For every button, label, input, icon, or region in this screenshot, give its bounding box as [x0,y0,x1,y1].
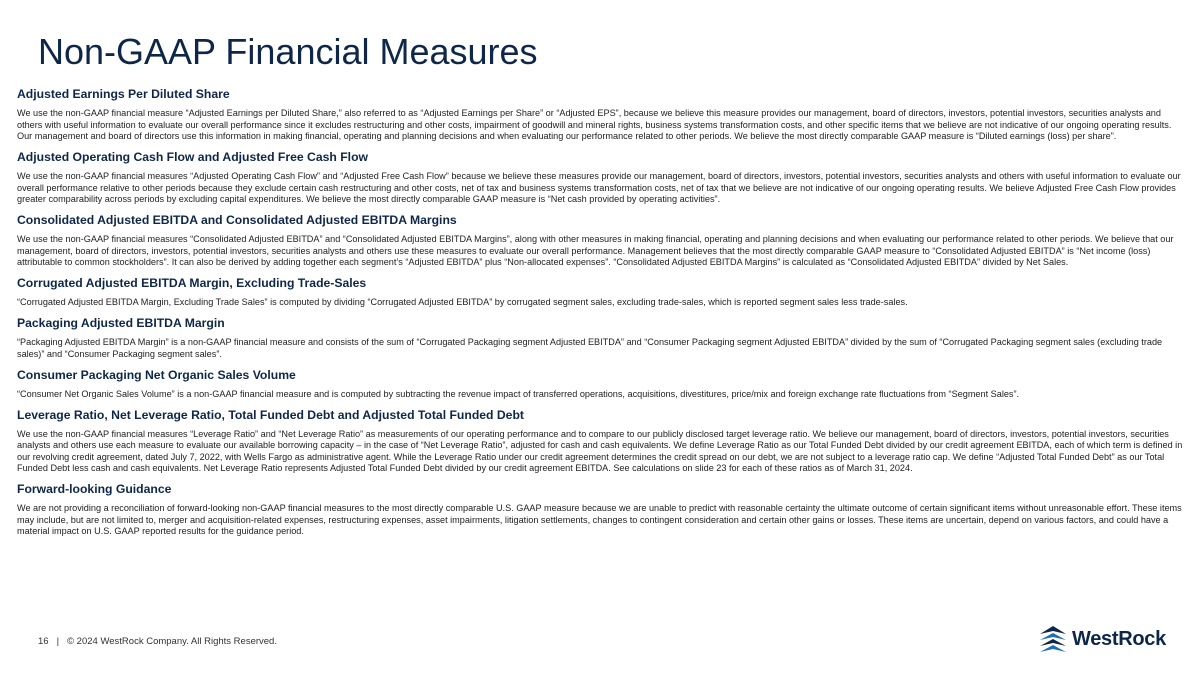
page-title: Non-GAAP Financial Measures [38,31,538,72]
section-body: “Packaging Adjusted EBITDA Margin” is a non-GAAP financial measure and consists of the sum of “Corrugated Packaging segment Adjusted EBITDA” and “Consumer Packaging segment Adjusted EBITDA” divided by the sum of “Corrugated Packaging segment sales (excluding trade sales)” and “Consumer Packaging segment sales”. [17,337,1163,359]
westrock-logo [1038,624,1166,654]
section-adjusted-eps [17,86,1183,143]
content-body [17,86,1183,544]
section-heading: Adjusted Earnings Per Diluted Share [17,87,230,101]
section-heading: Packaging Adjusted EBITDA Margin [17,316,225,330]
section-body: We use the non-GAAP financial measures “Consolidated Adjusted EBITDA” and “Consolidated Adjusted EBITDA Margins”, along with other measures in making financial, operating and planning decisions and when evaluating our performance related to other periods. We believe that our management, board of directors, investors, potential investors, securities analysts and others use these measures to evaluate our overall performance. Management believes that the most directly comparable GAAP measure to “Consolidated Adjusted EBITDA” is “Net income (loss) attributable to common stockholders”. It can also be derived by adding together each segment’s “Adjusted EBITDA” plus “Non-allocated expenses”. “Consolidated Adjusted EBITDA Margins” is calculated as “Consolidated Adjusted EBITDA” divided by Net Sales. [17,234,1174,267]
section-forward-guidance [17,481,1183,538]
section-body: “Corrugated Adjusted EBITDA Margin, Excluding Trade Sales” is computed by dividing “Corrugated Adjusted EBITDA” by corrugated segment sales, excluding trade-sales, which is reported segment sales less trade-sales. [17,297,908,307]
section-heading: Adjusted Operating Cash Flow and Adjusted Free Cash Flow [17,150,368,164]
section-heading: Consumer Packaging Net Organic Sales Volume [17,367,296,382]
section-corrugated-ebitda-margin [17,275,1183,309]
section-packaging-ebitda-margin [17,315,1183,360]
section-adjusted-cash-flow [17,149,1183,206]
section-leverage-ratio [17,407,1183,475]
section-consolidated-ebitda [17,212,1183,269]
section-heading: Forward-looking Guidance [17,482,172,496]
section-body: We use the non-GAAP financial measures “Leverage Ratio” and “Net Leverage Ratio” as measurements of our operating performance and to compare to our publicly disclosed target leverage ratio. We believe our management, board of directors, investors, potential investors, securities analysts and others use each measure to evaluate our available borrowing capacity – in the case of “Net Leverage Ratio”, adjusted for cash and cash equivalents. We define Leverage Ratio as our Total Funded Debt divided by our credit agreement EBITDA, each of which term is defined in our revolving credit agreement, dated July 7, 2022, with Wells Fargo as administrative agent. While the Leverage Ratio under our credit agreement determines the credit spread on our debt, we are not subject to a leverage ratio cap. We define “Adjusted Total Funded Debt” as our Total Funded Debt less cash and cash equivalents. Net Leverage Ratio represents Adjusted Total Funded Debt divided by our credit agreement EBITDA. See calculations on slide 23 for each of these ratios as of March 31, 2024. [17,428,1183,473]
copyright-text: © 2024 WestRock Company. All Rights Reserved. [67,636,277,647]
section-heading: Leverage Ratio, Net Leverage Ratio, Total Funded Debt and Adjusted Total Funded Debt [17,407,524,422]
page-number: 16 [38,636,49,647]
section-body: We are not providing a reconciliation of forward-looking non-GAAP financial measures to the most directly comparable U.S. GAAP measure because we are unable to predict with reasonable certainty the ultimate outcome of certain significant items without unreasonable effort. These items may include, but are not limited to, merger and acquisition-related expenses, restructuring expenses, asset impairments, litigation settlements, changes to contingent consideration and certain other gains or losses. These items are uncertain, depend on various factors, and could have a material impact on U.S. GAAP reported results for the guidance period. [17,503,1182,536]
section-consumer-organic-volume [17,367,1183,401]
section-heading: Corrugated Adjusted EBITDA Margin, Excluding Trade-Sales [17,276,367,290]
footer [38,636,277,647]
logo-text: WestRock [1072,627,1166,650]
section-heading: Consolidated Adjusted EBITDA and Consolidated Adjusted EBITDA Margins [17,213,457,227]
section-body: “Consumer Net Organic Sales Volume” is a non-GAAP financial measure and is computed by subtracting the revenue impact of transferred operations, acquisitions, divestitures, price/mix and foreign exchange rate fluctuations from “Segment Sales”. [17,388,1020,399]
footer-separator: | [56,636,60,647]
westrock-logo-icon [1038,624,1068,654]
section-body: We use the non-GAAP financial measure “Adjusted Earnings per Diluted Share,” also referred to as “Adjusted Earnings per Share” or “Adjusted EPS”, because we believe this measure provides our management, board of directors, investors, potential investors, securities analysts and others with useful information to evaluate our overall performance since it excludes restructuring and other costs, impairment of goodwill and mineral rights, business systems transformation costs, and other specific items that we believe are not indicative of our ongoing operating results. Our management and board of directors use this information in making financial, operating and planning decisions and when evaluating our performance related to other periods. We believe the most directly comparable GAAP measure is “Diluted earnings (loss) per share”. [17,108,1172,141]
section-body: We use the non-GAAP financial measures “Adjusted Operating Cash Flow” and “Adjusted Free Cash Flow” because we believe these measures provide our management, board of directors, investors, potential investors, securities analysts and others with useful information to evaluate our overall performance relative to other periods because they exclude certain cash restructuring and other costs, net of tax and business systems transformation costs, net of tax that we believe are not indicative of our ongoing operating results. We believe Adjusted Free Cash Flow provides greater comparability across periods by excluding capital expenditures. We believe the most directly comparable GAAP measure is “Net cash provided by operating activities”. [17,171,1181,204]
